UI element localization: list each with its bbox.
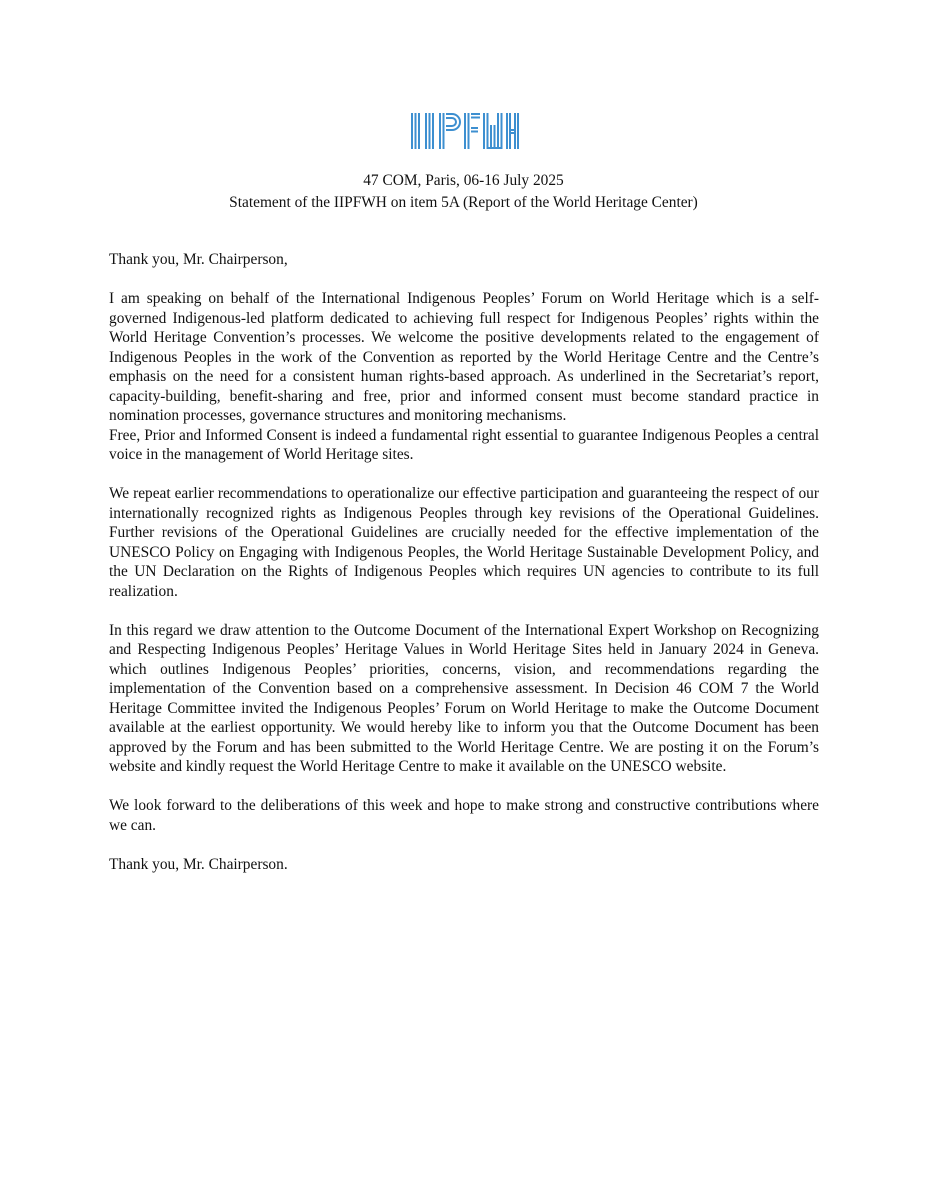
paragraph-outcome-document: In this regard we draw attention to the Outcome Document of the International Expert Workshop on Recognizing and Respecting Indigenous Peoples’ Heritage Values in World Heritage Sites held in January 2024 in Geneva. which outlines Indigenous Peoples’ priorities, concerns, vision, and recommendations regarding the implementation of the Convention based on a comprehensive assessment. In Decision 46 COM 7 the World Heritage Committee invited the Indigenous Peoples’ Forum on World Heritage to make the Outcome Document available at the earliest opportunity. We would hereby like to inform you that the Outcome Document has been approved by the Forum and has been submitted to the World Heritage Centre. We are posting it on the Forum’s website and kindly request the World Heritage Centre to make it available on the UNESCO website.: [109, 621, 819, 775]
closing: Thank you, Mr. Chairperson.: [109, 855, 288, 873]
paragraph-fpic: Free, Prior and Informed Consent is indeed a fundamental right essential to guarantee Indigenous Peoples a central voice in the management of World Heritage sites.: [109, 426, 819, 463]
document-header: [0, 170, 927, 214]
paragraph-forum-introduction: I am speaking on behalf of the International Indigenous Peoples’ Forum on World Heritage which is a self-governed Indigenous-led platform dedicated to achieving full respect for Indigenous Peoples’ rights within the World Heritage Convention’s processes. We welcome the positive developments related to the engagement of Indigenous Peoples in the work of the Convention as reported by the World Heritage Centre and the Centre’s emphasis on the need for a consistent human rights-based approach. As underlined in the Secretariat’s report, capacity-building, benefit-sharing and free, prior and informed consent must become standard practice in nomination processes, governance structures and monitoring mechanisms.: [109, 290, 819, 424]
statement-body: [109, 250, 819, 874]
session-line: 47 COM, Paris, 06-16 July 2025: [363, 172, 564, 189]
paragraph-operational-guidelines: We repeat earlier recommendations to operationalize our effective participation and guaranteeing the respect of our internationally recognized rights as Indigenous Peoples through key revisions of the Operational Guidelines. Further revisions of the Operational Guidelines are crucially needed for the effective implementation of the UNESCO Policy on Engaging with Indigenous Peoples, the World Heritage Sustainable Development Policy, and the UN Declaration on the Rights of Indigenous Peoples which requires UN agencies to contribute to its full realization.: [109, 485, 819, 600]
greeting: Thank you, Mr. Chairperson,: [109, 251, 288, 268]
iipfwh-logo-graphic: [411, 111, 519, 151]
paragraph-deliberations: We look forward to the deliberations of this week and hope to make strong and constructive contributions where we can.: [109, 797, 819, 834]
iipfwh-logo: [411, 111, 519, 151]
statement-title: Statement of the IIPFWH on item 5A (Report of the World Heritage Center): [229, 194, 698, 211]
